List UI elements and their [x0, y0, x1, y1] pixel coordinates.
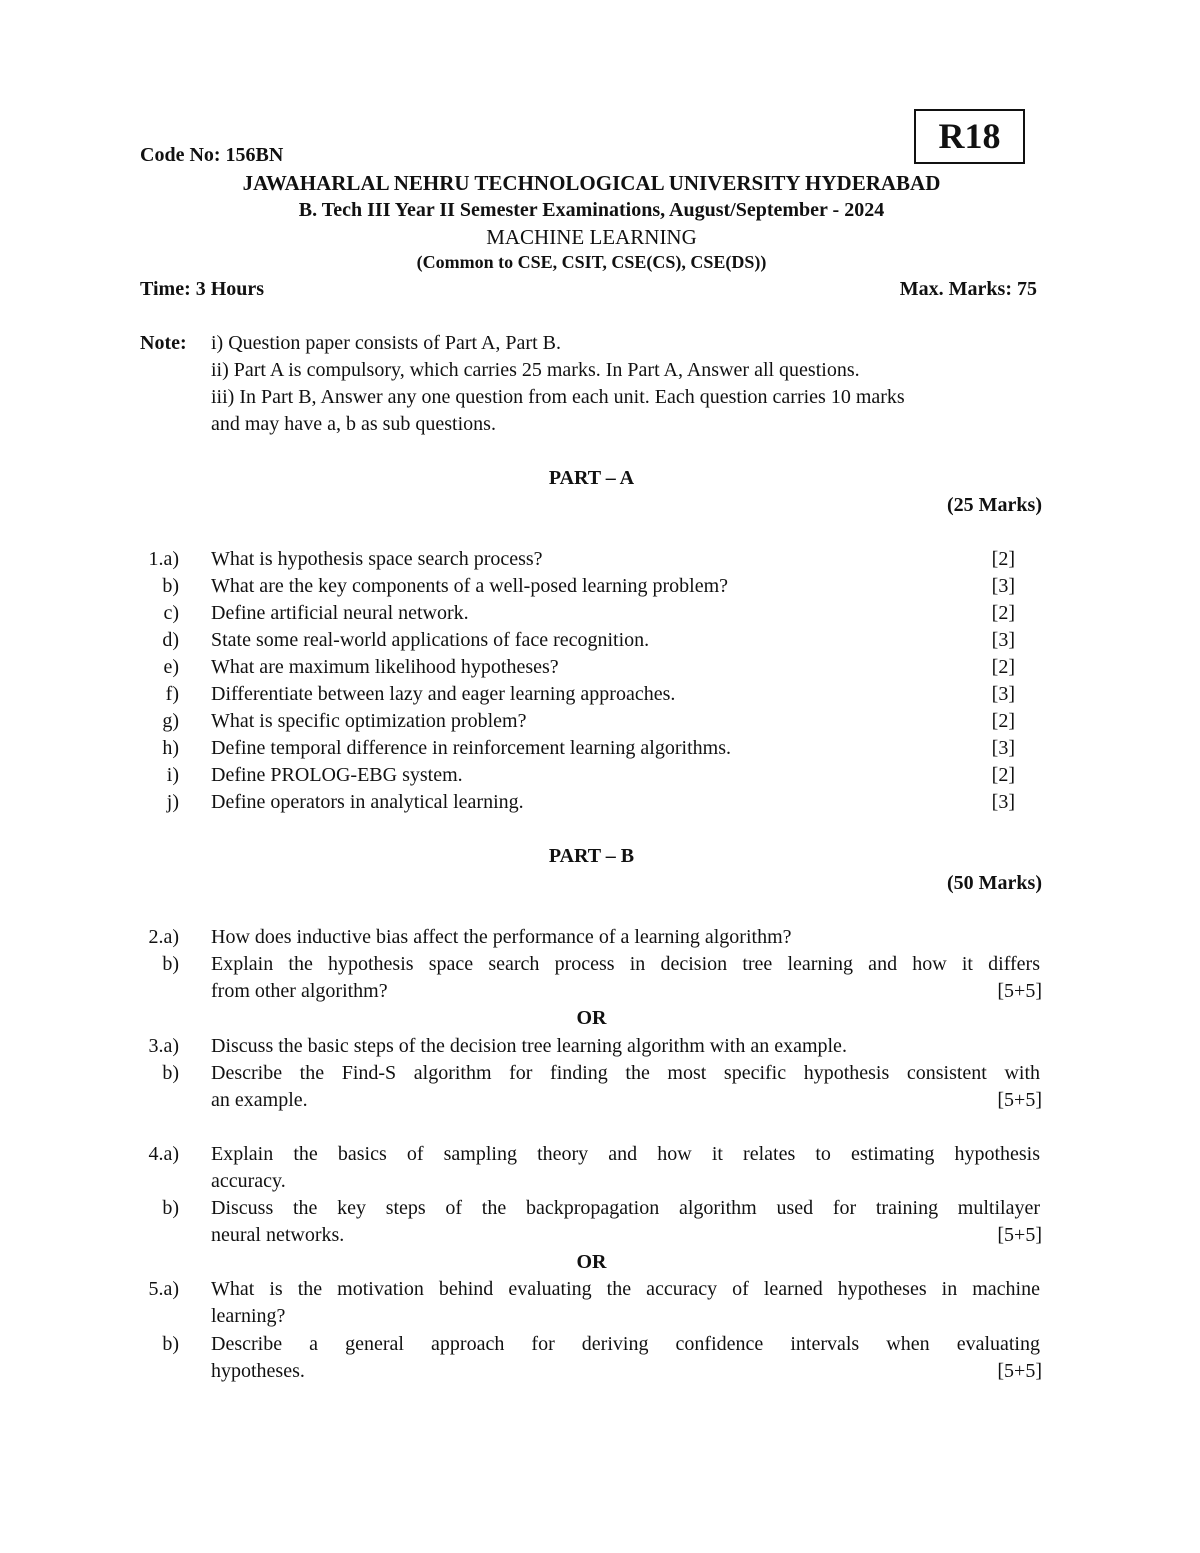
question-marks: [2] [991, 710, 1015, 732]
question-number: 2.a) [148, 926, 179, 948]
question-row [0, 656, 1200, 683]
note-line-4: and may have a, b as sub questions. [211, 413, 496, 435]
university-name: JAWAHARLAL NEHRU TECHNOLOGICAL UNIVERSITY HYDERABAD [242, 171, 941, 195]
question-text: Define temporal difference in reinforcement learning algorithms. [211, 737, 731, 759]
question-marks: [3] [991, 575, 1015, 597]
question-number: j) [166, 791, 179, 813]
question-text: What is specific optimization problem? [211, 710, 527, 732]
question-marks: [5+5] [997, 1360, 1042, 1382]
question-text: How does inductive bias affect the performance of a learning algorithm? [211, 926, 792, 948]
question-text: Explain the hypothesis space search process in decision tree learning and how it differs [211, 953, 1040, 975]
question-row [0, 629, 1200, 656]
question-marks: [5+5] [997, 1089, 1042, 1111]
question-text: What are the key components of a well-posed learning problem? [211, 575, 729, 597]
question-number: b) [162, 1197, 179, 1219]
question-number: h) [162, 737, 179, 759]
or-separator: OR [576, 1251, 607, 1273]
question-text: learning? [211, 1305, 286, 1327]
question-number: 3.a) [148, 1035, 179, 1057]
question-number: 5.a) [148, 1278, 179, 1300]
question-row [0, 548, 1200, 575]
question-text: neural networks. [211, 1224, 345, 1246]
question-text: What is the motivation behind evaluating the accuracy of learned hypotheses in machine [211, 1278, 1040, 1300]
question-marks: [3] [991, 683, 1015, 705]
question-number: c) [163, 602, 179, 624]
question-number: b) [162, 575, 179, 597]
question-marks: [2] [991, 548, 1015, 570]
question-row [0, 791, 1200, 818]
note-line-3: iii) In Part B, Answer any one question from each unit. Each question carries 10 marks [211, 386, 905, 408]
code-number: Code No: 156BN [140, 144, 284, 166]
question-marks: [2] [991, 656, 1015, 678]
question-marks: [5+5] [997, 1224, 1042, 1246]
note-label: Note: [140, 332, 187, 354]
question-number: 4.a) [148, 1143, 179, 1165]
question-text: Define PROLOG-EBG system. [211, 764, 463, 786]
note-line-2: ii) Part A is compulsory, which carries 25 marks. In Part A, Answer all questions. [211, 359, 860, 381]
note-line-1: i) Question paper consists of Part A, Part B. [211, 332, 561, 354]
question-text: Discuss the key steps of the backpropagation algorithm used for training multilayer [211, 1197, 1040, 1219]
question-row [0, 683, 1200, 710]
question-text: State some real-world applications of face recognition. [211, 629, 650, 651]
question-row [0, 602, 1200, 629]
question-marks: [2] [991, 602, 1015, 624]
question-text: Differentiate between lazy and eager learning approaches. [211, 683, 676, 705]
question-marks: [3] [991, 791, 1015, 813]
part-a-marks: (25 Marks) [947, 494, 1042, 516]
or-separator: OR [576, 1007, 607, 1029]
question-number: d) [162, 629, 179, 651]
question-text: an example. [211, 1089, 308, 1111]
question-marks: [3] [991, 629, 1015, 651]
question-number: e) [163, 656, 179, 678]
question-text: Define artificial neural network. [211, 602, 469, 624]
question-text: from other algorithm? [211, 980, 388, 1002]
max-marks: Max. Marks: 75 [899, 278, 1037, 300]
part-b-marks: (50 Marks) [947, 872, 1042, 894]
question-number: b) [162, 953, 179, 975]
question-row [0, 710, 1200, 737]
question-text: What are maximum likelihood hypotheses? [211, 656, 559, 678]
question-number: 1.a) [148, 548, 179, 570]
question-row [0, 764, 1200, 791]
question-number: g) [162, 710, 179, 732]
question-text: What is hypothesis space search process? [211, 548, 543, 570]
question-text: Explain the basics of sampling theory and how it relates to estimating hypothesis [211, 1143, 1040, 1165]
regulation-badge: R18 [914, 109, 1025, 164]
question-text: accuracy. [211, 1170, 286, 1192]
question-marks: [2] [991, 764, 1015, 786]
question-marks: [3] [991, 737, 1015, 759]
question-number: b) [162, 1062, 179, 1084]
common-to: (Common to CSE, CSIT, CSE(CS), CSE(DS)) [416, 252, 767, 272]
question-text: Define operators in analytical learning. [211, 791, 524, 813]
question-text: Describe the Find-S algorithm for finding the most specific hypothesis consistent with [211, 1062, 1040, 1084]
part-b-title: PART – B [548, 845, 635, 867]
exam-title: B. Tech III Year II Semester Examinations, August/September - 2024 [298, 199, 885, 221]
question-row [0, 737, 1200, 764]
question-marks: [5+5] [997, 980, 1042, 1002]
part-a-title: PART – A [548, 467, 635, 489]
question-text: hypotheses. [211, 1360, 305, 1382]
question-row [0, 575, 1200, 602]
question-number: f) [165, 683, 179, 705]
question-number: i) [166, 764, 179, 786]
question-number: b) [162, 1333, 179, 1355]
time-allowed: Time: 3 Hours [140, 278, 265, 300]
question-text: Discuss the basic steps of the decision tree learning algorithm with an example. [211, 1035, 847, 1057]
question-text: Describe a general approach for deriving confidence intervals when evaluating [211, 1333, 1040, 1355]
subject-title: MACHINE LEARNING [486, 225, 697, 249]
